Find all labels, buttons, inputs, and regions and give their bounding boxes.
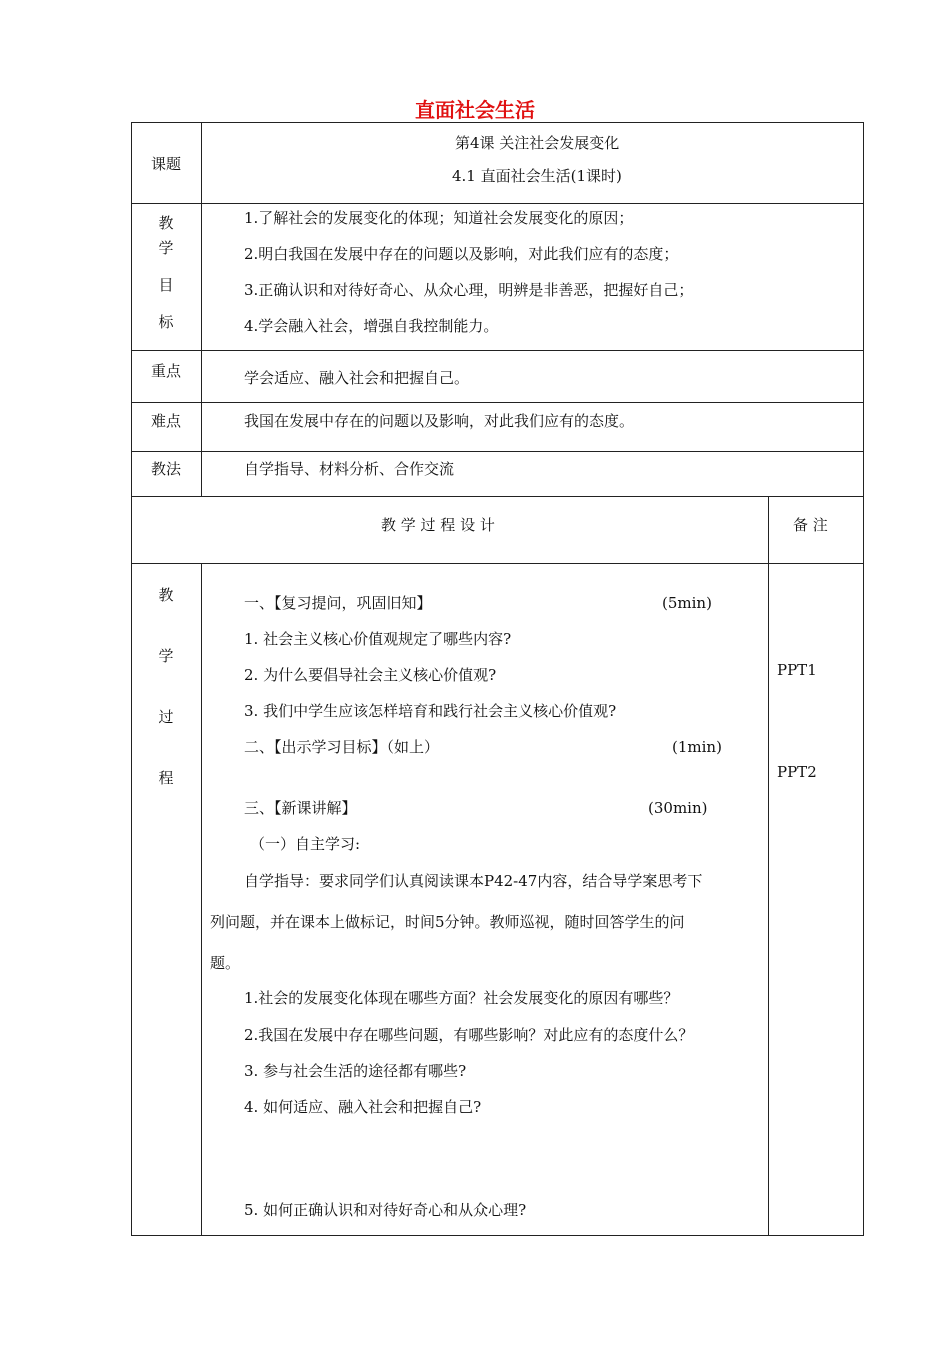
label-mubiao: 教 <box>158 214 174 232</box>
subsection-title: （一）自主学习: <box>250 835 361 853</box>
col-divider <box>768 496 769 1236</box>
guide-text: 题。 <box>210 954 241 972</box>
row-divider <box>131 350 864 351</box>
label-mubiao: 目 <box>158 276 174 294</box>
guide-text: 自学指导：要求同学们认真阅读课本P42-47内容，结合导学案思考下 <box>244 872 703 890</box>
page-title: 直面社会生活 <box>415 98 535 122</box>
label-guocheng: 学 <box>158 647 174 665</box>
goal-item: 2.明白我国在发展中存在的问题以及影响，对此我们应有的态度； <box>244 245 679 263</box>
col-divider <box>201 122 202 496</box>
note-ppt: PPT2 <box>777 763 817 781</box>
guide-text: 列问题，并在课本上做标记，时间5分钟。教师巡视，随时回答学生的问 <box>210 913 685 931</box>
study-question: 2.我国在发展中存在哪些问题，有哪些影响？对此应有的态度什么？ <box>244 1026 694 1044</box>
label-mubiao: 标 <box>158 313 174 331</box>
lesson-unit: 第4课 关注社会发展变化 <box>455 134 620 152</box>
label-guocheng: 过 <box>158 708 174 726</box>
study-question: 1.社会的发展变化体现在哪些方面？社会发展变化的原因有哪些？ <box>244 989 679 1007</box>
row-divider <box>131 563 864 564</box>
review-question: 1. 社会主义核心价值观规定了哪些内容? <box>244 630 512 648</box>
label-zhongdian: 重点 <box>150 362 181 380</box>
section-time: (30min) <box>648 799 708 817</box>
review-question: 2. 为什么要倡导社会主义核心价值观? <box>244 666 497 684</box>
key-point: 学会适应、融入社会和把握自己。 <box>244 369 470 387</box>
row-divider <box>131 496 864 497</box>
label-jiaofa: 教法 <box>150 460 181 478</box>
goal-item: 3.正确认识和对待好奇心、从众心理，明辨是非善恶，把握好自己； <box>244 281 694 299</box>
study-question: 5. 如何正确认识和对待好奇心和从众心理? <box>244 1201 527 1219</box>
label-guocheng: 教 <box>158 586 174 604</box>
notes-header: 备 注 <box>793 516 828 534</box>
label-nandian: 难点 <box>150 412 181 430</box>
row-divider <box>131 402 864 403</box>
section-time: (1min) <box>672 738 722 756</box>
note-ppt: PPT1 <box>777 661 817 679</box>
goal-item: 4.学会融入社会，增强自我控制能力。 <box>244 317 499 335</box>
label-keti: 课题 <box>150 155 181 173</box>
review-question: 3. 我们中学生应该怎样培育和践行社会主义核心价值观? <box>244 702 617 720</box>
study-question: 3. 参与社会生活的途径都有哪些? <box>244 1062 467 1080</box>
row-divider <box>131 203 864 204</box>
section-title: 三、【新课讲解】 <box>244 799 357 817</box>
difficulty: 我国在发展中存在的问题以及影响，对此我们应有的态度。 <box>244 412 635 430</box>
label-mubiao: 学 <box>158 239 174 257</box>
section-time: (5min) <box>662 594 712 612</box>
section-title: 一、【复习提问，巩固旧知】 <box>244 594 432 612</box>
label-guocheng: 程 <box>158 769 174 787</box>
goal-item: 1.了解社会的发展变化的体现；知道社会发展变化的原因； <box>244 209 634 227</box>
design-header: 教 学 过 程 设 计 <box>381 516 495 534</box>
col-divider <box>201 563 202 1236</box>
row-divider <box>131 451 864 452</box>
study-question: 4. 如何适应、融入社会和把握自己? <box>244 1098 482 1116</box>
lesson-title: 4.1 直面社会生活(1课时) <box>452 167 622 185</box>
section-title: 二、【出示学习目标】（如上） <box>244 738 440 756</box>
teaching-method: 自学指导、材料分析、合作交流 <box>244 460 455 478</box>
